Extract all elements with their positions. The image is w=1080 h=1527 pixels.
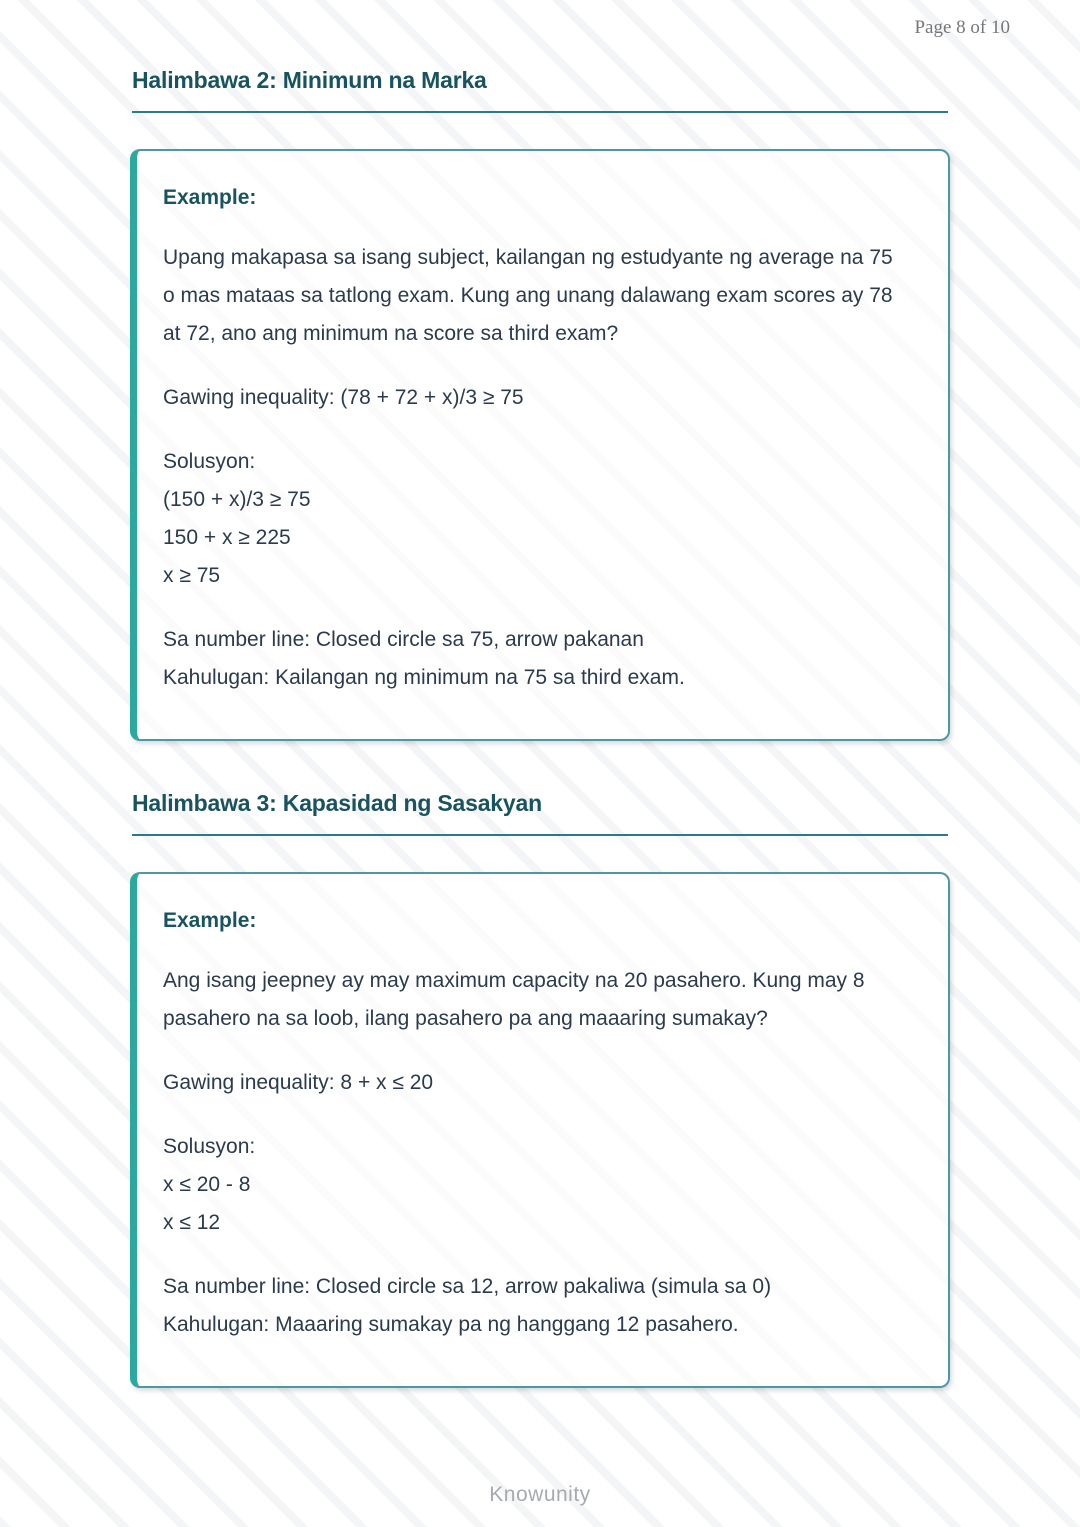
problem-paragraph: Upang makapasa sa isang subject, kailangan ng estudyante ng average na 75 o mas mataas sa tatlong exam. Kung ang unang dalawang exam scores ay 78 at 72, ano ang minimum na score sa third exam? <box>163 246 893 345</box>
solution-label: Solusyon: <box>163 450 256 473</box>
notes-block <box>163 621 910 697</box>
number-line-note: Sa number line: Closed circle sa 75, arrow pakanan <box>163 628 644 651</box>
section-heading-halimbawa-2: Halimbawa 2: Minimum na Marka <box>132 66 948 113</box>
solution-step: x ≤ 20 - 8 <box>163 1173 251 1196</box>
meaning-note: Kahulugan: Maaaring sumakay pa ng hanggang 12 pasahero. <box>163 1313 739 1336</box>
section-heading-halimbawa-3: Halimbawa 3: Kapasidad ng Sasakyan <box>132 789 948 836</box>
page-content <box>0 66 1080 1388</box>
solution-step: x ≤ 12 <box>163 1211 221 1234</box>
number-line-note: Sa number line: Closed circle sa 12, arrow pakaliwa (simula sa 0) <box>163 1275 772 1298</box>
solution-step: 150 + x ≥ 225 <box>163 526 291 549</box>
solution-step: (150 + x)/3 ≥ 75 <box>163 488 311 511</box>
solution-block <box>163 443 910 595</box>
example-label: Example: <box>163 909 257 932</box>
solution-label: Solusyon: <box>163 1135 256 1158</box>
inequality-line: Gawing inequality: (78 + 72 + x)/3 ≥ 75 <box>163 386 524 409</box>
footer-brand: Knowunity <box>489 1483 591 1506</box>
solution-step: x ≥ 75 <box>163 564 221 587</box>
example-label: Example: <box>163 186 257 209</box>
inequality-line: Gawing inequality: 8 + x ≤ 20 <box>163 1071 434 1094</box>
problem-paragraph: Ang isang jeepney ay may maximum capacity na 20 pasahero. Kung may 8 pasahero na sa loob, ilang pasahero pa ang maaaring sumakay? <box>163 969 865 1030</box>
solution-block <box>163 1128 910 1242</box>
meaning-note: Kahulugan: Kailangan ng minimum na 75 sa third exam. <box>163 666 685 689</box>
page-number: Page 8 of 10 <box>914 17 1010 38</box>
notes-block <box>163 1268 910 1344</box>
example-box-1 <box>130 149 950 741</box>
example-box-2 <box>130 872 950 1388</box>
